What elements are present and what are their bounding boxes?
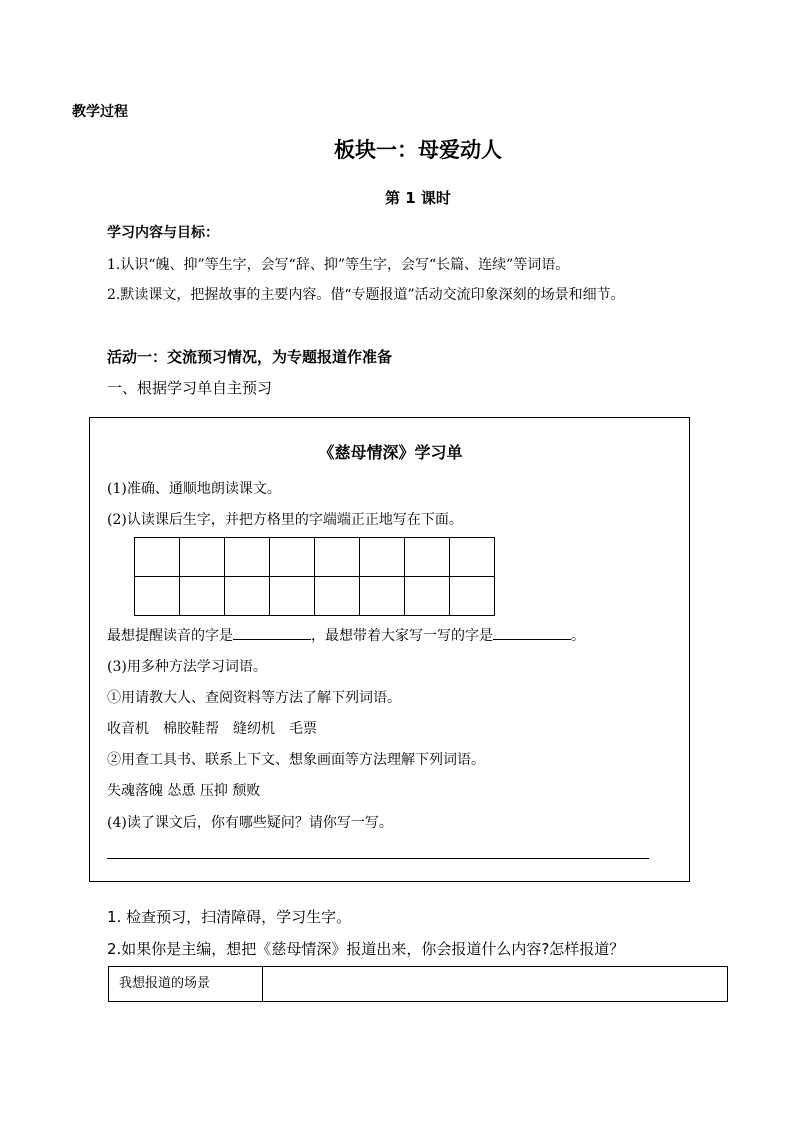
activity-heading: 活动一：交流预习情况，为专题报道作准备 xyxy=(107,348,393,366)
grid-cell[interactable] xyxy=(405,538,450,577)
goal-item-1: 1.认识“魄、抑”等生字，会写“辞、抑”等生字，会写“长篇、连续”等词语。 xyxy=(107,257,570,273)
grid-cell[interactable] xyxy=(405,577,450,616)
grid-cell[interactable] xyxy=(135,577,180,616)
grid-cell[interactable] xyxy=(315,538,360,577)
report-scene-label: 我想报道的场景 xyxy=(109,967,263,1002)
grid-row xyxy=(135,577,495,616)
goal-item-2: 2.默读课文，把握故事的主要内容。借“专题报道”活动交流印象深刻的场景和细节。 xyxy=(107,287,625,303)
grid-cell[interactable] xyxy=(225,538,270,577)
grid-row xyxy=(135,538,495,577)
grid-cell[interactable] xyxy=(450,538,495,577)
writing-blank[interactable] xyxy=(493,625,571,640)
report-scene-input[interactable] xyxy=(263,967,728,1002)
task-report: 2.如果你是主编，想把《慈母情深》报道出来，你会报道什么内容?怎样报道？ xyxy=(107,940,625,958)
goals-heading: 学习内容与目标： xyxy=(107,225,219,241)
worksheet-box xyxy=(89,417,690,882)
worksheet-item-2: (2)认读课后生字，并把方格里的字端端正正地写在下面。 xyxy=(107,512,463,528)
section-label: 教学过程 xyxy=(72,104,128,120)
grid-cell[interactable] xyxy=(450,577,495,616)
writing-grid xyxy=(134,537,495,616)
grid-cell[interactable] xyxy=(135,538,180,577)
lesson-title: 第 1 课时 xyxy=(385,189,451,207)
grid-cell[interactable] xyxy=(270,577,315,616)
task-check: 1. 检查预习，扫清障碍，学习生字。 xyxy=(107,908,352,926)
worksheet-item-4: (4)读了课文后，你有哪些疑问？请你写一写。 xyxy=(107,815,393,831)
answer-line[interactable] xyxy=(107,858,649,859)
grid-cell[interactable] xyxy=(360,538,405,577)
word-list-1: 收音机 棉胶鞋帮 缝纫机 毛票 xyxy=(107,721,317,737)
main-title: 板块一：母爱动人 xyxy=(334,138,502,162)
worksheet-item-3: (3)用多种方法学习词语。 xyxy=(107,659,267,675)
method-1: ①用请教大人、查阅资料等方法了解下列词语。 xyxy=(107,690,401,706)
fill-suffix: 。 xyxy=(571,628,585,644)
word-list-2: 失魂落魄 怂恿 压抑 颓败 xyxy=(107,783,261,799)
fill-prefix: 最想提醒读音的字是 xyxy=(107,628,233,644)
grid-cell[interactable] xyxy=(315,577,360,616)
grid-cell[interactable] xyxy=(270,538,315,577)
grid-cell[interactable] xyxy=(225,577,270,616)
method-2: ②用查工具书、联系上下文、想象画面等方法理解下列词语。 xyxy=(107,752,485,768)
worksheet-title: 《慈母情深》学习单 xyxy=(318,443,463,462)
fill-middle: ，最想带着大家写一写的字是 xyxy=(311,628,493,644)
table-row xyxy=(109,967,728,1002)
worksheet-item-1: (1)准确、通顺地朗读课文。 xyxy=(107,481,281,497)
report-table xyxy=(108,966,728,1002)
fill-in-line xyxy=(107,625,585,645)
grid-cell[interactable] xyxy=(360,577,405,616)
grid-cell[interactable] xyxy=(180,577,225,616)
grid-cell[interactable] xyxy=(180,538,225,577)
pronunciation-blank[interactable] xyxy=(233,625,311,640)
step-heading: 一、根据学习单自主预习 xyxy=(107,379,273,397)
